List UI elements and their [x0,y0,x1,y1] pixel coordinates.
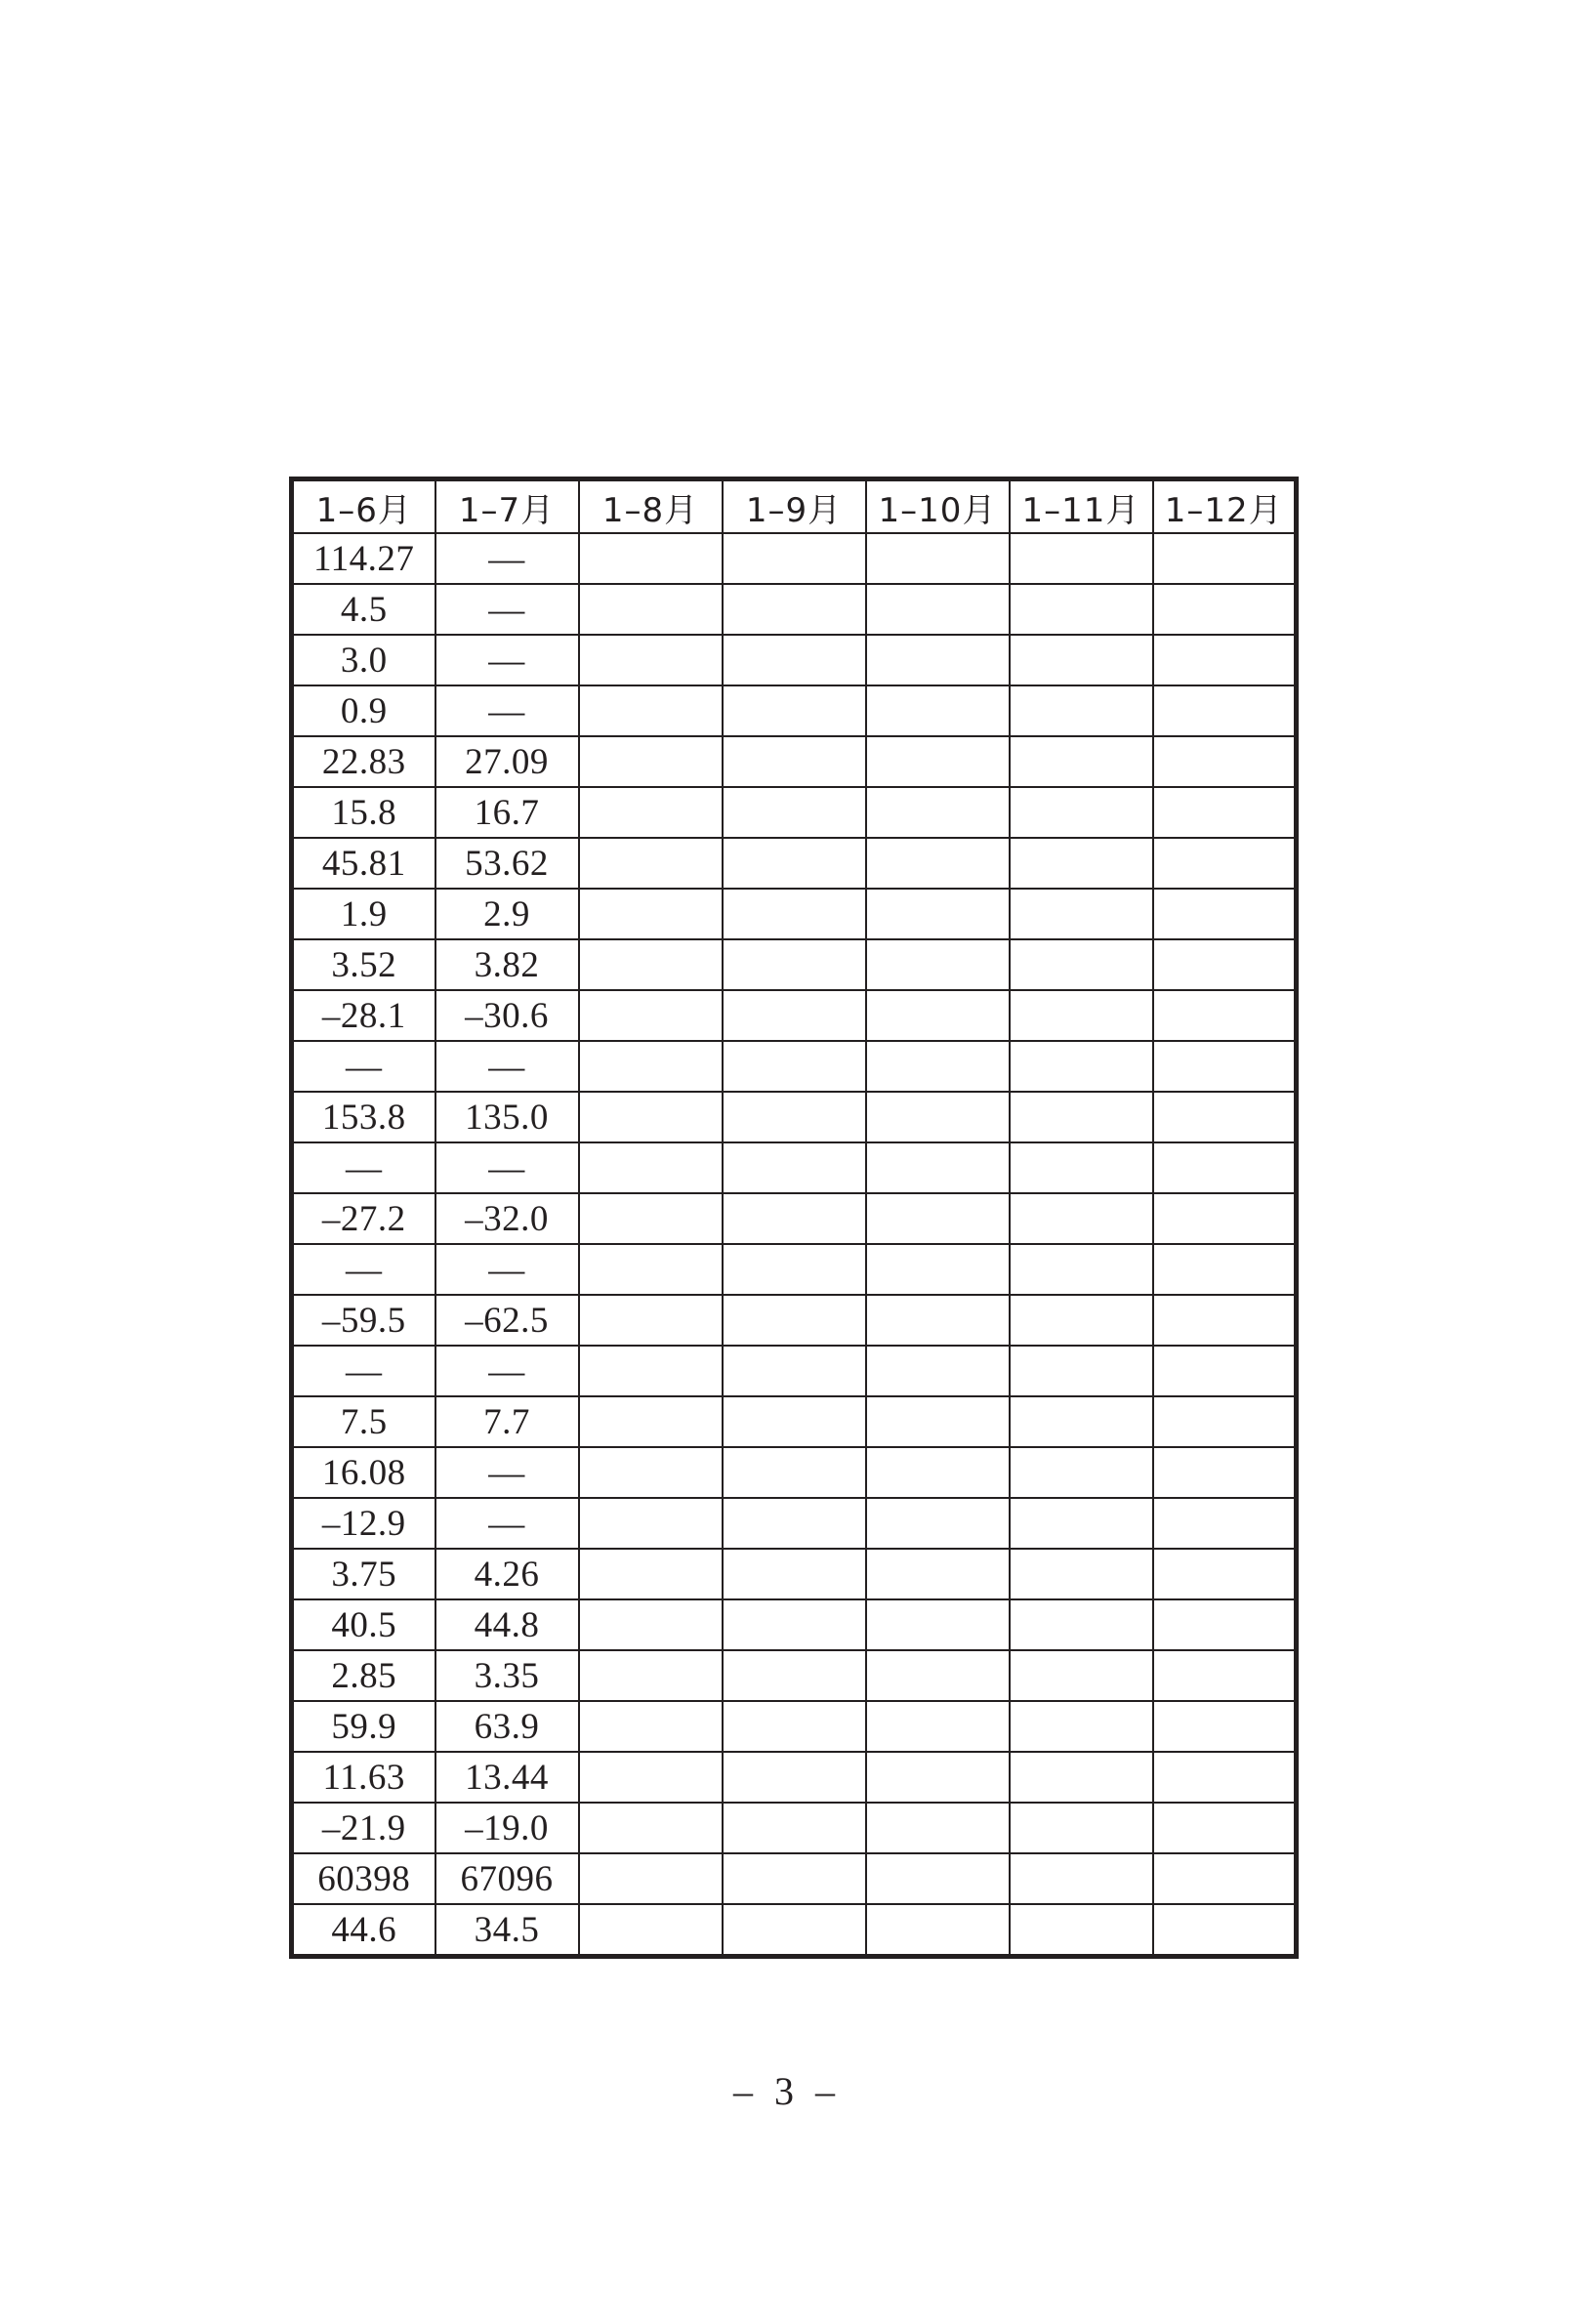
table-row [292,1853,1297,1904]
table-row [292,1041,1297,1092]
table-cell [1153,1193,1297,1244]
page-number: – 3 – [733,2069,841,2113]
table-cell [1010,1498,1153,1549]
table-row [292,939,1297,990]
statistics-table [289,477,1299,1959]
table-cell [579,1142,723,1193]
table-cell [1010,1193,1153,1244]
table-cell: — [435,635,579,685]
table-cell [866,1092,1010,1142]
column-header: 1–7月 [435,479,579,534]
table-cell: — [435,1447,579,1498]
table-cell: 4.5 [292,584,435,635]
header-row [292,479,1297,534]
table-cell [866,533,1010,584]
table-row [292,1295,1297,1346]
table-cell [1010,1599,1153,1650]
table-cell [579,1498,723,1549]
table-cell [579,736,723,787]
table-cell: 11.63 [292,1752,435,1803]
table-cell: 3.52 [292,939,435,990]
table-cell [866,1599,1010,1650]
table-cell [1153,1396,1297,1447]
table-cell [579,1701,723,1752]
table-cell [1153,1142,1297,1193]
table-cell [723,635,866,685]
table-cell [1153,736,1297,787]
table-cell [866,685,1010,736]
table-cell [723,1142,866,1193]
table-cell [723,1041,866,1092]
table-cell [1153,533,1297,584]
table-row [292,838,1297,889]
table-cell [866,1142,1010,1193]
table-cell [1153,838,1297,889]
table-cell: –59.5 [292,1295,435,1346]
table-cell [866,838,1010,889]
table-cell [1010,1346,1153,1396]
table-cell [1010,1803,1153,1853]
table-row [292,1701,1297,1752]
table-cell: — [292,1244,435,1295]
table-cell [1010,1447,1153,1498]
table-cell [1153,939,1297,990]
table-cell: –12.9 [292,1498,435,1549]
table-cell [1010,1549,1153,1599]
table-cell: — [292,1041,435,1092]
column-header: 1–9月 [723,479,866,534]
table-cell [579,635,723,685]
table-cell [723,990,866,1041]
table-row [292,1244,1297,1295]
table-cell: –27.2 [292,1193,435,1244]
table-cell: — [435,533,579,584]
table-cell [1153,1752,1297,1803]
table-cell [1010,1904,1153,1957]
table-cell [1010,533,1153,584]
table-cell [1153,1803,1297,1853]
table-cell: — [435,1142,579,1193]
table-row [292,1396,1297,1447]
table-cell [1010,889,1153,939]
table-cell [579,1599,723,1650]
table-row [292,1599,1297,1650]
table-cell: 67096 [435,1853,579,1904]
table-cell [866,1396,1010,1447]
table-cell [1010,685,1153,736]
table-row [292,1650,1297,1701]
table-row [292,787,1297,838]
table-cell [1010,1650,1153,1701]
table-cell [579,1092,723,1142]
table-cell: 13.44 [435,1752,579,1803]
table-cell [723,1244,866,1295]
table-cell [866,1346,1010,1396]
table-cell: 114.27 [292,533,435,584]
table-cell [579,1295,723,1346]
table-cell [579,990,723,1041]
table-cell [866,635,1010,685]
table-cell [723,1701,866,1752]
table-cell [579,1853,723,1904]
table-cell [1010,939,1153,990]
table-cell [1010,584,1153,635]
table-cell: 2.9 [435,889,579,939]
column-header: 1–12月 [1153,479,1297,534]
table-cell [866,1193,1010,1244]
table-cell [1153,1904,1297,1957]
table-cell [1153,584,1297,635]
table-cell [1153,1041,1297,1092]
table-cell [723,1803,866,1853]
table-row [292,1346,1297,1396]
table-cell [579,1447,723,1498]
table-row [292,1752,1297,1803]
table-cell [723,1447,866,1498]
table-cell: 40.5 [292,1599,435,1650]
table-cell [1010,1244,1153,1295]
table-cell [579,1549,723,1599]
table-cell [866,1650,1010,1701]
table-cell [579,787,723,838]
table-cell: 135.0 [435,1092,579,1142]
table-cell: — [435,1244,579,1295]
table-cell [1153,1701,1297,1752]
table-cell [866,1295,1010,1346]
table-cell [1153,1599,1297,1650]
table-cell [866,787,1010,838]
table-cell [723,1346,866,1396]
table-cell [1010,1853,1153,1904]
table-cell [723,1092,866,1142]
column-header: 1–11月 [1010,479,1153,534]
table-cell [723,1853,866,1904]
table-cell [866,1498,1010,1549]
table-row [292,1498,1297,1549]
table-cell [866,1549,1010,1599]
table-cell [1153,1498,1297,1549]
table-cell [866,1752,1010,1803]
table-cell [579,1650,723,1701]
table-row [292,1447,1297,1498]
table-row [292,1803,1297,1853]
table-cell [723,838,866,889]
column-header: 1–6月 [292,479,435,534]
table-cell [579,1193,723,1244]
table-cell [723,1498,866,1549]
table-cell: 60398 [292,1853,435,1904]
table-cell [866,1447,1010,1498]
table-cell [1010,1752,1153,1803]
table-cell: 44.6 [292,1904,435,1957]
table-cell: 7.7 [435,1396,579,1447]
table-cell [1153,1853,1297,1904]
table-cell [1153,1244,1297,1295]
table-row [292,635,1297,685]
table-cell [579,838,723,889]
table-cell [723,787,866,838]
table-cell: –21.9 [292,1803,435,1853]
table-cell [1153,889,1297,939]
table-cell [1153,685,1297,736]
table-cell: 153.8 [292,1092,435,1142]
table-cell [866,584,1010,635]
table-row [292,990,1297,1041]
table-cell [723,584,866,635]
table-cell: –28.1 [292,990,435,1041]
table-cell [723,1193,866,1244]
table-cell [866,1701,1010,1752]
table-cell: 44.8 [435,1599,579,1650]
table-cell: –19.0 [435,1803,579,1853]
table-cell [579,584,723,635]
table-cell [866,736,1010,787]
table-cell [579,1752,723,1803]
table-cell [1010,1396,1153,1447]
table-cell: 2.85 [292,1650,435,1701]
table-cell: 0.9 [292,685,435,736]
table-cell [579,1396,723,1447]
table-cell: 59.9 [292,1701,435,1752]
table-cell: –30.6 [435,990,579,1041]
table-cell [866,1244,1010,1295]
table-cell: 3.0 [292,635,435,685]
table-cell: 63.9 [435,1701,579,1752]
column-header: 1–8月 [579,479,723,534]
table-cell [1010,1142,1153,1193]
table-cell: — [435,1346,579,1396]
table-cell [1153,1295,1297,1346]
table-row [292,1142,1297,1193]
table-cell: 34.5 [435,1904,579,1957]
table-cell: 22.83 [292,736,435,787]
table-cell [1010,736,1153,787]
table-cell [1010,1041,1153,1092]
table-cell [723,1295,866,1346]
table-cell [579,1346,723,1396]
table-cell: 16.08 [292,1447,435,1498]
table-cell: 1.9 [292,889,435,939]
table-cell: — [292,1346,435,1396]
table-cell: 4.26 [435,1549,579,1599]
table-cell [723,533,866,584]
table-cell: 45.81 [292,838,435,889]
table-cell [723,736,866,787]
table-row [292,889,1297,939]
table-cell [723,1396,866,1447]
table-cell [723,939,866,990]
table-cell: 27.09 [435,736,579,787]
table-cell [866,1904,1010,1957]
table-cell [866,1041,1010,1092]
table-cell [1153,990,1297,1041]
table-cell [723,1549,866,1599]
table-cell [866,1853,1010,1904]
table-cell: 15.8 [292,787,435,838]
table-cell [723,1599,866,1650]
table-cell [723,1904,866,1957]
table-cell: — [435,1041,579,1092]
table-cell [1153,1346,1297,1396]
table-cell [1153,1447,1297,1498]
table-cell [579,1244,723,1295]
table-row [292,1193,1297,1244]
table-cell [723,685,866,736]
table-cell: 16.7 [435,787,579,838]
table-cell [579,1803,723,1853]
table-row [292,1549,1297,1599]
table-cell: –32.0 [435,1193,579,1244]
table-cell [1010,838,1153,889]
table-cell [1153,1549,1297,1599]
table-cell [866,889,1010,939]
table-cell [1010,1092,1153,1142]
table-row [292,736,1297,787]
table-cell: 7.5 [292,1396,435,1447]
table-cell [579,939,723,990]
table-cell: –62.5 [435,1295,579,1346]
table-cell [1153,1650,1297,1701]
table-cell [1010,1701,1153,1752]
table-cell [723,889,866,939]
table-cell [866,990,1010,1041]
table-cell [1153,787,1297,838]
table-row [292,584,1297,635]
table-cell: 3.82 [435,939,579,990]
table-body [292,533,1297,1957]
table-cell [866,939,1010,990]
table-cell [1010,635,1153,685]
table-row [292,1092,1297,1142]
table-cell: 3.75 [292,1549,435,1599]
table-cell [1010,990,1153,1041]
table-cell [723,1752,866,1803]
table-cell [579,1904,723,1957]
table-cell [1010,1295,1153,1346]
column-header: 1–10月 [866,479,1010,534]
table-row [292,1904,1297,1957]
table-cell [579,533,723,584]
table-cell [579,889,723,939]
table-cell: 53.62 [435,838,579,889]
table-cell: — [292,1142,435,1193]
table-cell: — [435,685,579,736]
table-cell [579,1041,723,1092]
table-cell [1010,787,1153,838]
table-header [292,479,1297,534]
table-cell [723,1650,866,1701]
table-cell: 3.35 [435,1650,579,1701]
table-row [292,533,1297,584]
table-cell: — [435,584,579,635]
table-cell [866,1803,1010,1853]
table-cell: — [435,1498,579,1549]
table-row [292,685,1297,736]
table-cell [579,685,723,736]
table-cell [1153,1092,1297,1142]
table-cell [1153,635,1297,685]
